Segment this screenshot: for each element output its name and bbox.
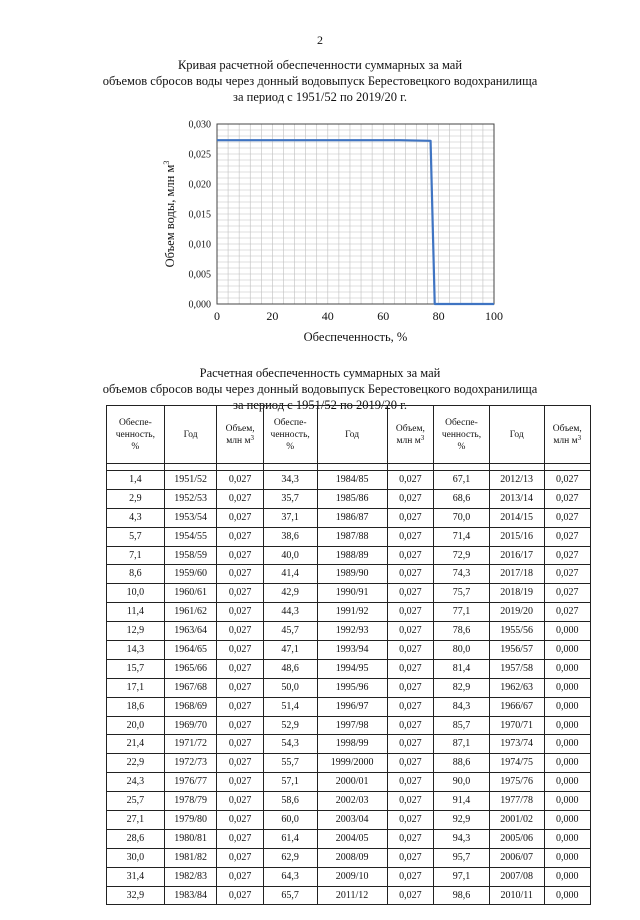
table-row (107, 622, 591, 641)
table-cell: 0,027 (217, 508, 263, 527)
table-cell: 40,0 (263, 546, 317, 565)
table-cell: 2010/11 (489, 886, 544, 905)
table-cell: 21,4 (107, 735, 165, 754)
table-cell: 0,027 (217, 489, 263, 508)
table-cell: 0,000 (544, 622, 590, 641)
table-cell: 0,027 (544, 508, 590, 527)
table-cell: 0,027 (544, 584, 590, 603)
x-axis-label: Обеспеченность, % (303, 330, 408, 344)
table-row (107, 546, 591, 565)
table-cell: 18,6 (107, 697, 165, 716)
table-cell: 1973/74 (489, 735, 544, 754)
table-cell: 28,6 (107, 829, 165, 848)
table-cell: 0,027 (387, 716, 433, 735)
header-volume-2: Объем, млн $м^3$ (387, 406, 433, 464)
table-cell: 1975/76 (489, 773, 544, 792)
table-cell: 2008/09 (317, 848, 387, 867)
table-cell: 0,027 (217, 886, 263, 905)
table-title-line-1: Расчетная обеспеченность суммарных за май (199, 366, 441, 380)
table-row (107, 735, 591, 754)
table-cell: 55,7 (263, 754, 317, 773)
table-row (107, 829, 591, 848)
table-cell: 0,027 (217, 641, 263, 660)
table-cell: 2011/12 (317, 886, 387, 905)
table-body (107, 464, 591, 905)
table-cell: 71,4 (434, 527, 490, 546)
table-row (107, 867, 591, 886)
table-cell: 1982/83 (164, 867, 217, 886)
table-cell: 24,3 (107, 773, 165, 792)
table-cell: 0,027 (217, 773, 263, 792)
table-cell: 0,000 (544, 678, 590, 697)
table-cell: 30,0 (107, 848, 165, 867)
table-cell: 2004/05 (317, 829, 387, 848)
table-cell: 1959/60 (164, 565, 217, 584)
table-cell: 0,027 (217, 678, 263, 697)
table-cell: 1970/71 (489, 716, 544, 735)
table-cell: 0,027 (387, 565, 433, 584)
table-cell: 42,9 (263, 584, 317, 603)
table-cell: 1955/56 (489, 622, 544, 641)
y-axis-label (162, 161, 177, 268)
table-cell: 1958/59 (164, 546, 217, 565)
table-cell: 2009/10 (317, 867, 387, 886)
table-cell: 64,3 (263, 867, 317, 886)
table-cell: 32,9 (107, 886, 165, 905)
table-row (107, 508, 591, 527)
table-cell: 67,1 (434, 471, 490, 490)
table-row (107, 678, 591, 697)
table-cell: 1971/72 (164, 735, 217, 754)
table-row (107, 773, 591, 792)
table-cell: 1951/52 (164, 471, 217, 490)
table-cell: 90,0 (434, 773, 490, 792)
table-cell: 1995/96 (317, 678, 387, 697)
table-cell: 0,027 (387, 867, 433, 886)
table-cell: 1961/62 (164, 603, 217, 622)
table-cell: 10,0 (107, 584, 165, 603)
table-cell: 1986/87 (317, 508, 387, 527)
table-cell: 1963/64 (164, 622, 217, 641)
table-cell: 2016/17 (489, 546, 544, 565)
table-cell: 85,7 (434, 716, 490, 735)
table-cell: 0,000 (544, 811, 590, 830)
table-cell: 0,027 (217, 471, 263, 490)
table-cell: 2015/16 (489, 527, 544, 546)
table-cell: 0,027 (544, 527, 590, 546)
table-cell: 1969/70 (164, 716, 217, 735)
x-tick-label: 100 (485, 309, 503, 323)
header-probability-1: Обеспе- ченность, % (107, 406, 165, 464)
table-cell: 0,000 (544, 659, 590, 678)
table-cell: 0,027 (387, 848, 433, 867)
table-cell: 0,027 (217, 848, 263, 867)
table-cell: 72,9 (434, 546, 490, 565)
table-cell: 0,027 (217, 603, 263, 622)
table-cell: 2001/02 (489, 811, 544, 830)
y-tick-label: 0,010 (188, 239, 211, 251)
table-spacer-row (107, 464, 591, 471)
table-cell: 0,000 (544, 886, 590, 905)
table-cell: 5,7 (107, 527, 165, 546)
table-cell: 0,027 (387, 697, 433, 716)
table-cell: 1987/88 (317, 527, 387, 546)
table-cell: 0,027 (217, 867, 263, 886)
table-cell: 7,1 (107, 546, 165, 565)
table-cell: 1998/99 (317, 735, 387, 754)
table-cell: 0,027 (387, 622, 433, 641)
table-row (107, 584, 591, 603)
chart-title-line-3: за период с 1951/52 по 2019/20 г. (233, 90, 407, 104)
table-cell: 52,9 (263, 716, 317, 735)
x-tick-label: 20 (266, 309, 279, 323)
table-cell: 20,0 (107, 716, 165, 735)
table-cell: 51,4 (263, 697, 317, 716)
table-cell: 82,9 (434, 678, 490, 697)
table-cell: 17,1 (107, 678, 165, 697)
table-row (107, 886, 591, 905)
table-cell: 0,027 (387, 508, 433, 527)
table-cell: 0,027 (544, 546, 590, 565)
table-row (107, 659, 591, 678)
table-cell: 22,9 (107, 754, 165, 773)
table-cell: 38,6 (263, 527, 317, 546)
table-cell: 2013/14 (489, 489, 544, 508)
table-row (107, 697, 591, 716)
table-cell: 1974/75 (489, 754, 544, 773)
table-cell: 1999/2000 (317, 754, 387, 773)
table-cell: 98,6 (434, 886, 490, 905)
table-cell: 2017/18 (489, 565, 544, 584)
table-cell: 2,9 (107, 489, 165, 508)
table-row (107, 603, 591, 622)
table-cell: 0,027 (387, 471, 433, 490)
table-cell: 0,027 (387, 546, 433, 565)
table-cell: 1952/53 (164, 489, 217, 508)
table-cell: 0,027 (387, 886, 433, 905)
probability-curve-chart (150, 112, 520, 352)
table-cell: 1996/97 (317, 697, 387, 716)
table-cell: 1991/92 (317, 603, 387, 622)
table-cell: 0,000 (544, 848, 590, 867)
table-cell: 0,027 (217, 565, 263, 584)
table-cell: 1989/90 (317, 565, 387, 584)
table-cell: 2014/15 (489, 508, 544, 527)
table-cell: 37,1 (263, 508, 317, 527)
table-cell: 1957/58 (489, 659, 544, 678)
table-cell: 1976/77 (164, 773, 217, 792)
table-cell: 75,7 (434, 584, 490, 603)
table-row (107, 527, 591, 546)
table-cell: 0,000 (544, 792, 590, 811)
table-cell: 0,000 (544, 867, 590, 886)
table-cell: 70,0 (434, 508, 490, 527)
table-cell: 48,6 (263, 659, 317, 678)
table-row (107, 754, 591, 773)
table-cell: 0,027 (387, 678, 433, 697)
table-row (107, 811, 591, 830)
table-cell: 50,0 (263, 678, 317, 697)
table-cell: 1980/81 (164, 829, 217, 848)
table-cell: 1953/54 (164, 508, 217, 527)
x-tick-label: 40 (321, 309, 334, 323)
table-title-line-3: за период с 1951/52 по 2019/20 г. (233, 398, 407, 412)
series-line (217, 140, 494, 304)
table-cell: 0,000 (544, 697, 590, 716)
probability-table (106, 405, 591, 905)
x-tick-label: 60 (377, 309, 390, 323)
y-tick-label: 0,020 (188, 179, 211, 191)
table-cell: 0,027 (387, 773, 433, 792)
table-cell: 57,1 (263, 773, 317, 792)
table-cell: 0,027 (387, 584, 433, 603)
header-volume-3: Объем, млн $м^3$ (544, 406, 590, 464)
chart-title (40, 57, 600, 105)
table-cell: 84,3 (434, 697, 490, 716)
table-cell: 45,7 (263, 622, 317, 641)
table-cell: 0,000 (544, 754, 590, 773)
table-cell: 2018/19 (489, 584, 544, 603)
table-cell: 2002/03 (317, 792, 387, 811)
table-cell: 81,4 (434, 659, 490, 678)
header-year-3: Год (489, 406, 544, 464)
table-cell: 2003/04 (317, 811, 387, 830)
table-cell: 0,027 (387, 829, 433, 848)
table-cell: 1994/95 (317, 659, 387, 678)
table-cell: 0,027 (387, 527, 433, 546)
table-cell: 0,027 (544, 565, 590, 584)
table-cell: 92,9 (434, 811, 490, 830)
table-title-line-2: объемов сбросов воды через донный водовыпуск Берестовецкого водохранилища (102, 382, 538, 396)
table-cell: 0,027 (387, 811, 433, 830)
table-cell: 0,000 (544, 641, 590, 660)
table-cell: 1966/67 (489, 697, 544, 716)
table-cell: 1984/85 (317, 471, 387, 490)
table-cell: 62,9 (263, 848, 317, 867)
y-tick-label: 0,015 (188, 209, 211, 221)
table-cell: 0,000 (544, 716, 590, 735)
table-row (107, 716, 591, 735)
table-row (107, 471, 591, 490)
table-row (107, 489, 591, 508)
table-cell: 1985/86 (317, 489, 387, 508)
table-cell: 1977/78 (489, 792, 544, 811)
table-cell: 0,027 (217, 584, 263, 603)
table-cell: 65,7 (263, 886, 317, 905)
table-cell: 2019/20 (489, 603, 544, 622)
table-cell: 35,7 (263, 489, 317, 508)
table-cell: 58,6 (263, 792, 317, 811)
table-cell: 0,027 (217, 659, 263, 678)
table-cell: 94,3 (434, 829, 490, 848)
table-cell: 0,027 (387, 659, 433, 678)
table-cell: 1956/57 (489, 641, 544, 660)
table-cell: 0,027 (387, 754, 433, 773)
table-cell: 0,027 (217, 829, 263, 848)
table-cell: 0,000 (544, 829, 590, 848)
y-tick-label: 0,000 (188, 299, 211, 311)
table-cell: 4,3 (107, 508, 165, 527)
chart-title-line-2: объемов сбросов воды через донный водовыпуск Берестовецкого водохранилища (102, 74, 538, 88)
table-cell: 0,027 (387, 489, 433, 508)
table-cell: 41,4 (263, 565, 317, 584)
table-cell: 0,027 (217, 754, 263, 773)
y-tick-label: 0,030 (188, 119, 211, 131)
y-axis-label-text: Объем воды, млн м (163, 164, 177, 268)
y-axis-label-superscript: 3 (162, 160, 171, 165)
table-cell: 0,027 (217, 735, 263, 754)
table-cell: 2007/08 (489, 867, 544, 886)
table-cell: 61,4 (263, 829, 317, 848)
table-cell: 0,027 (217, 716, 263, 735)
table-cell: 68,6 (434, 489, 490, 508)
table-row (107, 792, 591, 811)
table-cell: 1954/55 (164, 527, 217, 546)
table-cell: 60,0 (263, 811, 317, 830)
table-cell: 54,3 (263, 735, 317, 754)
header-year-1: Год (164, 406, 217, 464)
table-cell: 12,9 (107, 622, 165, 641)
table-cell: 2005/06 (489, 829, 544, 848)
table-cell: 44,3 (263, 603, 317, 622)
table-cell: 34,3 (263, 471, 317, 490)
table-cell: 0,027 (544, 489, 590, 508)
table-row (107, 565, 591, 584)
chart-title-line-1: Кривая расчетной обеспеченности суммарных за май (177, 58, 463, 72)
y-tick-label: 0,005 (188, 269, 211, 281)
page-number: 2 (317, 33, 323, 47)
table-header-row (107, 406, 591, 464)
table-row (107, 848, 591, 867)
table-cell: 95,7 (434, 848, 490, 867)
table-cell: 1,4 (107, 471, 165, 490)
table-cell: 0,027 (387, 735, 433, 754)
header-probability-3: Обеспе- ченность, % (434, 406, 490, 464)
table-cell: 0,027 (217, 792, 263, 811)
table-row (107, 641, 591, 660)
table-cell: 1979/80 (164, 811, 217, 830)
table-cell: 27,1 (107, 811, 165, 830)
table-cell: 2012/13 (489, 471, 544, 490)
table-cell: 0,027 (217, 697, 263, 716)
table-cell: 78,6 (434, 622, 490, 641)
table-cell: 88,6 (434, 754, 490, 773)
table-cell: 0,027 (387, 641, 433, 660)
table-cell: 0,000 (544, 735, 590, 754)
table-cell: 1960/61 (164, 584, 217, 603)
x-tick-label: 0 (214, 309, 220, 323)
x-tick-label: 80 (432, 309, 445, 323)
table-cell: 91,4 (434, 792, 490, 811)
table-cell: 25,7 (107, 792, 165, 811)
table-cell: 31,4 (107, 867, 165, 886)
table-cell: 1983/84 (164, 886, 217, 905)
table-cell: 0,027 (387, 603, 433, 622)
table-cell: 1988/89 (317, 546, 387, 565)
header-probability-2: Обеспе- ченность, % (263, 406, 317, 464)
table-cell: 0,000 (544, 773, 590, 792)
table-cell: 15,7 (107, 659, 165, 678)
table-cell: 1972/73 (164, 754, 217, 773)
table-cell: 1965/66 (164, 659, 217, 678)
table-cell: 11,4 (107, 603, 165, 622)
table-cell: 80,0 (434, 641, 490, 660)
table-cell: 0,027 (544, 471, 590, 490)
table-cell: 87,1 (434, 735, 490, 754)
table-cell: 1990/91 (317, 584, 387, 603)
header-year-2: Год (317, 406, 387, 464)
table-cell: 1967/68 (164, 678, 217, 697)
table-cell: 97,1 (434, 867, 490, 886)
table-cell: 74,3 (434, 565, 490, 584)
table-cell: 1992/93 (317, 622, 387, 641)
table-cell: 0,027 (217, 527, 263, 546)
table-cell: 47,1 (263, 641, 317, 660)
table-cell: 1964/65 (164, 641, 217, 660)
table-cell: 8,6 (107, 565, 165, 584)
table-cell: 1993/94 (317, 641, 387, 660)
table-cell: 0,027 (217, 811, 263, 830)
table-cell: 1981/82 (164, 848, 217, 867)
table-cell: 1978/79 (164, 792, 217, 811)
table-cell: 1968/69 (164, 697, 217, 716)
table-cell: 0,027 (217, 546, 263, 565)
table-cell: 2000/01 (317, 773, 387, 792)
table-cell: 2006/07 (489, 848, 544, 867)
table-cell: 0,027 (544, 603, 590, 622)
table-cell: 1997/98 (317, 716, 387, 735)
table-cell: 77,1 (434, 603, 490, 622)
y-tick-label: 0,025 (188, 149, 211, 161)
table-cell: 0,027 (387, 792, 433, 811)
table-cell: 1962/63 (489, 678, 544, 697)
header-volume-1: Объем, млн $м^3$ (217, 406, 263, 464)
table-cell: 14,3 (107, 641, 165, 660)
table-cell: 0,027 (217, 622, 263, 641)
